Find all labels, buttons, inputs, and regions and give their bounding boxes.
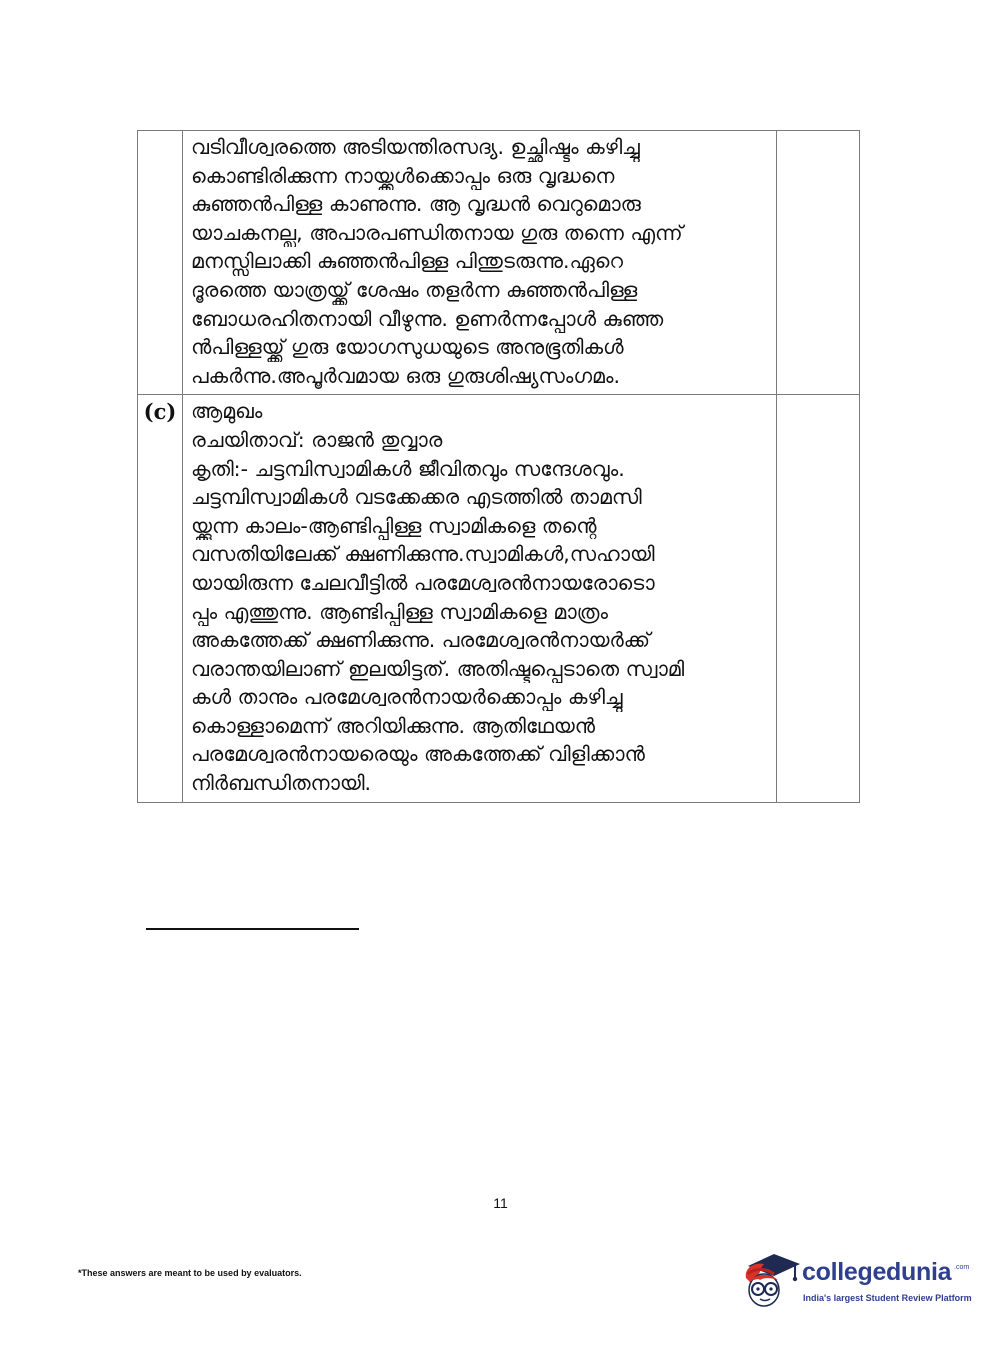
row-label: (c) — [143, 399, 177, 425]
text-line: കൊള്ളാമെന്ന് അറിയിക്കുന്നു. ആതിഥേയൻ — [191, 713, 596, 738]
evaluator-disclaimer: *These answers are meant to be used by evaluators. — [78, 1268, 302, 1278]
text-line: യാചകനല്ല, അപാരപണ്ഡിതനായ ഗുരു തന്നെ എന്ന് — [191, 220, 683, 245]
logo-wordmark: collegedunia — [802, 1258, 952, 1286]
text-line: അകത്തേക്ക് ക്ഷണിക്കുന്നു. പരമേശ്വരൻനായർക്ക് — [191, 628, 651, 653]
text-line: കൃതി:- ചട്ടമ്പിസ്വാമികൾ ജീവിതവും സന്ദേശവും. — [191, 456, 625, 481]
text-line: ബോധരഹിതനായി വീഴുന്നു. ഉണർന്നപ്പോൾ കുഞ്ഞ — [191, 306, 664, 331]
marks-cell — [777, 131, 860, 395]
marks-cell — [777, 395, 860, 802]
text-line: മനസ്സിലാക്കി കുഞ്ഞൻപിള്ള പിന്തുടരുന്നു.ഏറെ — [191, 249, 623, 274]
answer-text — [183, 395, 776, 801]
text-line: പ്പം എത്തുന്നു. ആണ്ടിപ്പിള്ള സ്വാമികളെ മാത്രം — [191, 599, 608, 624]
collegedunia-logo[interactable] — [740, 1250, 970, 1314]
row-label-cell — [138, 395, 183, 802]
text-line: ദൂരത്തെ യാത്രയ്ക്ക് ശേഷം തളർന്ന കുഞ്ഞൻപിള്ള — [191, 277, 638, 302]
text-line: വരാന്തയിലാണ് ഇലയിട്ടത്. അതിഷ്ടപ്പെടാതെ സ്വാമി — [191, 656, 685, 681]
answer-table — [137, 130, 860, 803]
text-line: വടിവീശ്വരത്തെ അടിയന്തിരസദ്യ. ഉച്ഛിഷ്ടം കഴിച്ചു — [191, 135, 640, 159]
text-line: രചയിതാവ്: രാജൻ തുവ്വാര — [191, 427, 443, 452]
answer-text-cell — [183, 131, 777, 395]
text-line: ൻപിള്ളയ്ക്ക് ഗുരു യോഗസുധയുടെ അനുഭൂതികൾ — [191, 335, 624, 360]
text-line: കുഞ്ഞൻപിള്ള കാണുന്നു. ആ വൃദ്ധൻ വെറുമൊരു — [191, 192, 641, 217]
logo-domain-suffix: .com — [954, 1264, 970, 1271]
student-mascot-icon — [740, 1250, 802, 1314]
answer-text — [183, 131, 776, 394]
logo-tagline: India's largest Student Review Platform — [803, 1293, 972, 1303]
table-row — [138, 395, 860, 802]
page-number: 11 — [493, 1195, 508, 1211]
answer-text-cell — [183, 395, 777, 802]
text-line: ചട്ടമ്പിസ്വാമികൾ വടക്കേക്കര എടത്തിൽ താമസി — [191, 485, 642, 510]
text-line: വസതിയിലേക്ക് ക്ഷണിക്കുന്നു.സ്വാമികൾ,സഹായി — [191, 542, 655, 567]
text-line: പരമേശ്വരൻനായരെയും അകത്തേക്ക് വിളിക്കാൻ — [191, 742, 645, 767]
footnote-divider — [146, 928, 359, 930]
text-line: യ്ക്കുന്ന കാലം-ആണ്ടിപ്പിള്ള സ്വാമികളെ തന്റെ — [191, 513, 597, 538]
text-line: ആമുഖം — [191, 399, 263, 424]
text-line: പകർന്നു.അപൂർവമായ ഒരു ഗുരുശിഷ്യസംഗമം. — [191, 363, 620, 388]
text-line: യായിരുന്ന ചേലവീട്ടിൽ പരമേശ്വരൻനായരോടൊ — [191, 570, 655, 595]
row-label-cell — [138, 131, 183, 395]
text-line: നിർബന്ധിതനായി. — [191, 771, 372, 796]
text-line: കൾ താനും പരമേശ്വരൻനായർക്കൊപ്പം കഴിച്ചു — [191, 685, 623, 710]
text-line: കൊണ്ടിരിക്കുന്ന നായ്ക്കൾക്കൊപ്പം ഒരു വൃദ്ധനെ — [191, 163, 615, 188]
table-row — [138, 131, 860, 395]
